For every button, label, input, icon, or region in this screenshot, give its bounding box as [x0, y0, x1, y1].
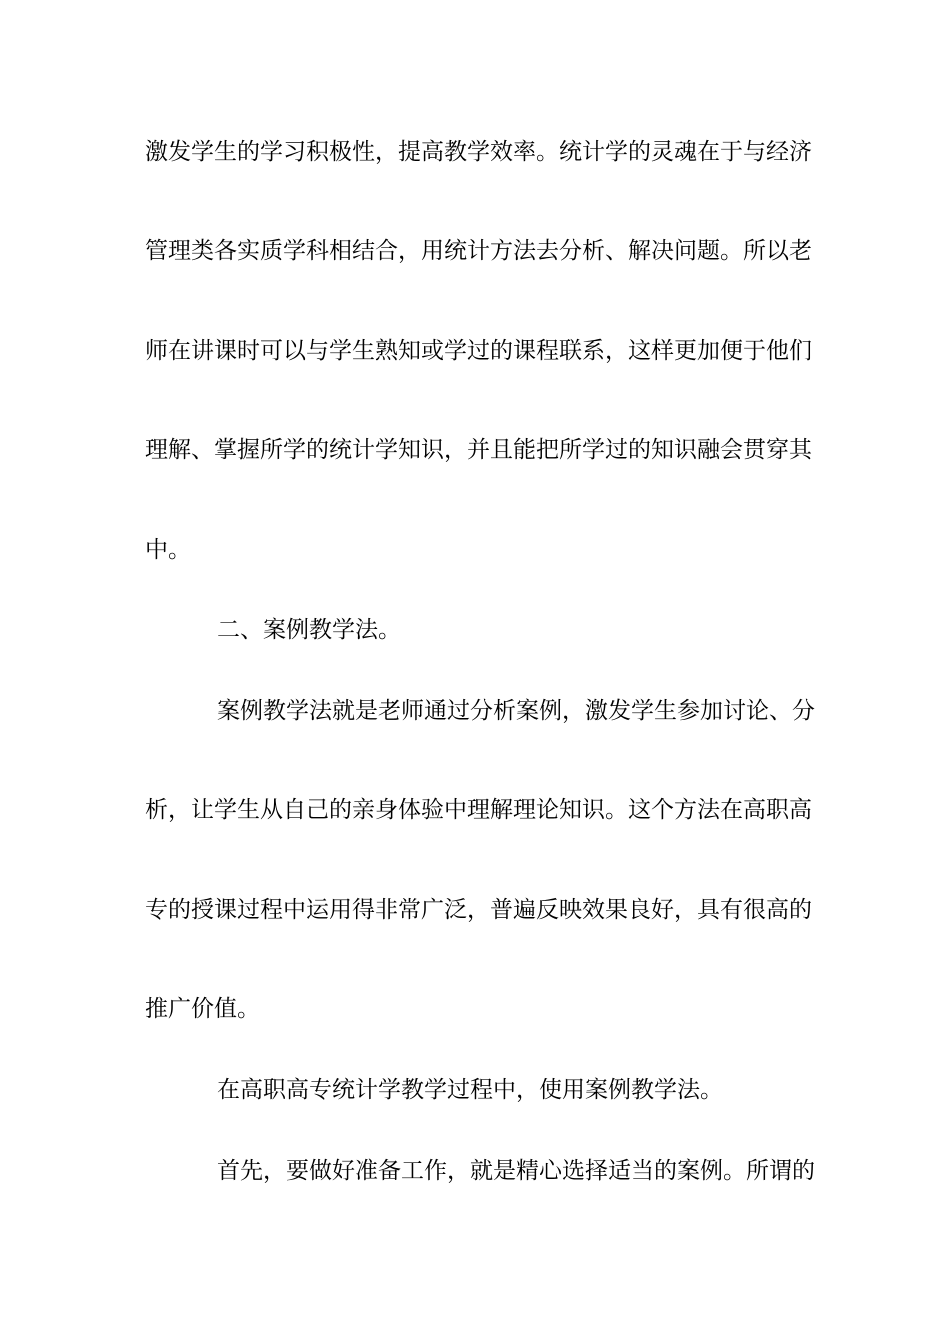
- body-text-line: 理解、掌握所学的统计学知识，并且能把所学过的知识融会贯穿其: [145, 437, 812, 463]
- body-text-line: 析，让学生从自己的亲身体验中理解理论知识。这个方法在高职高: [145, 797, 812, 823]
- body-text-line: 激发学生的学习积极性，提高教学效率。统计学的灵魂在于与经济: [145, 139, 812, 165]
- body-text-line: 师在讲课时可以与学生熟知或学过的课程联系，这样更加便于他们: [145, 338, 812, 364]
- body-text-line: 案例教学法就是老师通过分析案例，激发学生参加讨论、分: [217, 698, 815, 724]
- body-text-line: 在高职高专统计学教学过程中，使用案例教学法。: [217, 1077, 723, 1103]
- body-text-line: 首先，要做好准备工作，就是精心选择适当的案例。所谓的: [217, 1158, 815, 1184]
- body-text-line: 管理类各实质学科相结合，用统计方法去分析、解决问题。所以老: [145, 238, 812, 264]
- body-text-line: 中。: [145, 537, 191, 563]
- body-text-line: 专的授课过程中运用得非常广泛，普遍反映效果良好，具有很高的: [145, 897, 812, 923]
- body-text-line: 推广价值。: [145, 996, 260, 1022]
- section-heading: 二、案例教学法。: [217, 617, 401, 643]
